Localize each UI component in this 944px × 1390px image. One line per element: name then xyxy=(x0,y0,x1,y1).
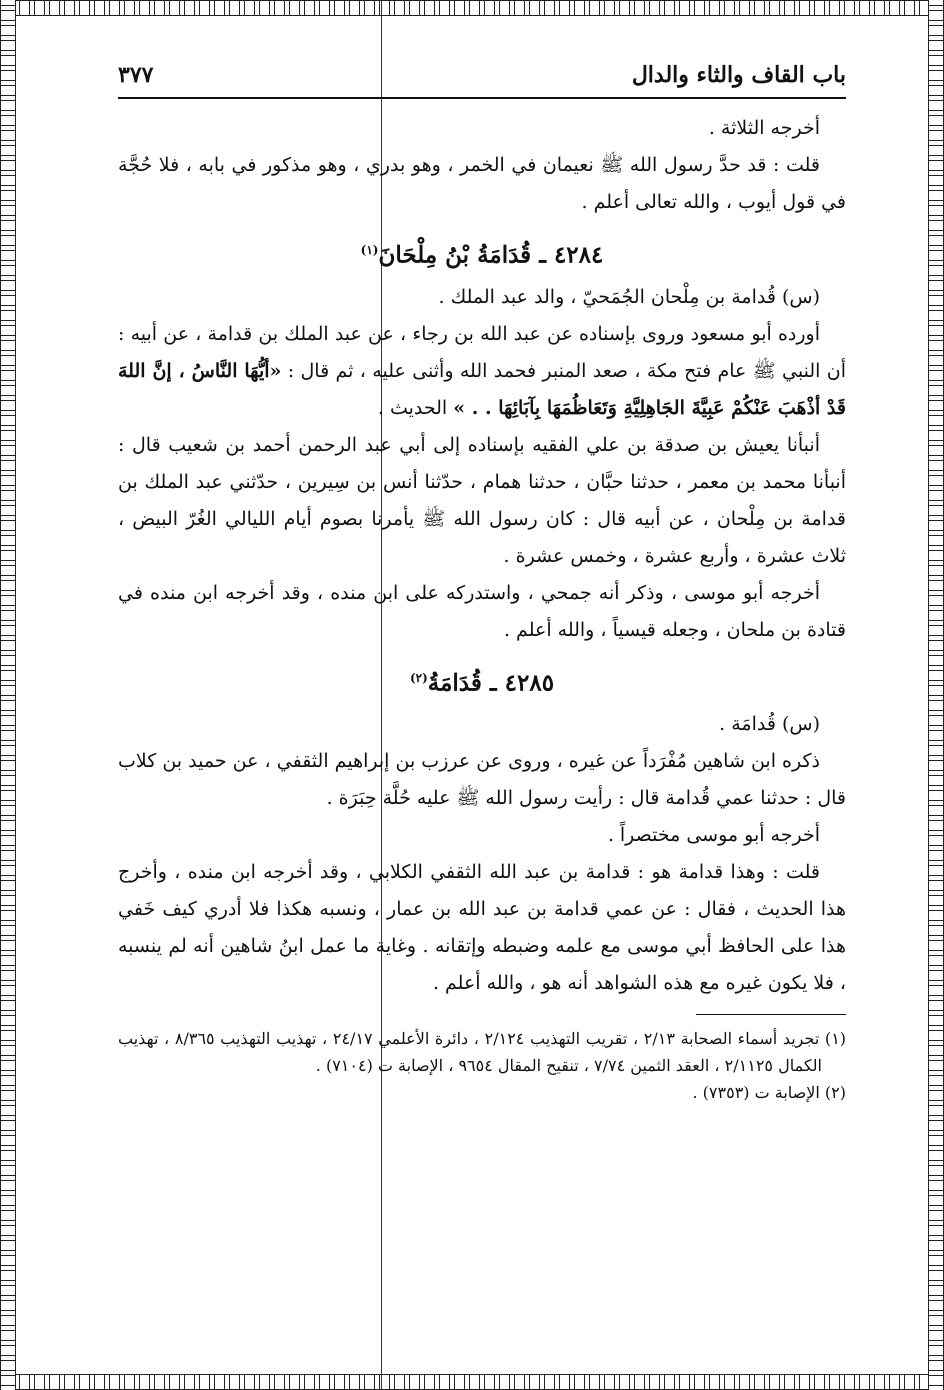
chapter-title: باب القاف والثاء والدال xyxy=(631,62,846,88)
paragraph: أخرجه الثلاثة . xyxy=(708,117,820,139)
paragraph: (س) قُدامة بن مِلْحان الجُمَحيّ ، والد عبد الملك . xyxy=(438,285,820,308)
page-body xyxy=(118,110,846,1106)
paragraph: أخرجه أبو موسى ، وذكر أنه جمحي ، واستدركه على ابن منده ، وقد أخرجه ابن منده في قتادة بن ملحان ، وجعله قيسياً ، والله أعلم . xyxy=(118,581,846,641)
right-ornamental-border xyxy=(928,0,944,1390)
footnote: (١) تجريد أسماء الصحابة ٢/١٣ ، تقريب التهذيب ٢/١٢٤ ، دائرة الأعلمي ٢٤/١٧ ، تهذيب التهذيب ٨/٣٦٥ ، تهذيب الكمال ٢/١١٢٥ ، العقد الثمين ٧/٧٤ ، تنقيح المقال ٩٦٥٤ ، الإصابة ت (٧١٠٤) . xyxy=(118,1029,847,1076)
paragraph xyxy=(118,316,846,427)
footnote-rule xyxy=(696,1014,846,1015)
paragraph: قلت : وهذا قدامة هو : قدامة بن عبد الله الثقفي الكلابي ، وقد أخرجه ابن منده ، وأخرج هذا الحديث ، فقال : عن عمي قدامة بن عبد الله بن عمار ، ونسبه هكذا فلا أدري كيف خَفي هذا على الحافظ أبي موسى مع علمه وضبطه وإتقانه . وغاية ما عمل ابنُ شاهين أنه لم ينسبه ، فلا يكون غيره مع هذه الشواهد أنه هو ، والله أعلم . xyxy=(118,861,846,995)
hadith-quote: «أيُّهَا النَّاسُ ، إنَّ اللهَ قَدْ أذْهَبَ عَنْكُمْ عَبِيَّةَ الجَاهِلِيَّةِ وَتَعَاظُمَهَا بِآبَائِهَا . . » xyxy=(118,359,846,419)
top-ornamental-border xyxy=(0,0,944,16)
entry-heading-4284 xyxy=(118,233,846,273)
page-header xyxy=(118,62,846,92)
footnote: (٢) الإصابة ت (٧٣٥٣) . xyxy=(692,1083,846,1103)
entry-heading-text: ٤٢٨٤ ـ قُدَامَةُ بْنُ مِلْحَانَ xyxy=(378,241,604,269)
left-ornamental-border xyxy=(0,0,16,1390)
footnote-marker: (١) xyxy=(360,243,379,257)
bottom-ornamental-border xyxy=(0,1374,944,1390)
text-run: أورده أبو مسعود وروى بإسناده عن عبد الله بن رجاء ، عن عبد الملك بن قدامة ، عن أبيه : أن النبي ﷺ عام فتح مكة ، صعد المنبر فحمد الله وأثنى عليه ، ثم قال : xyxy=(118,322,846,382)
paragraph: قلت : قد حدَّ رسول الله ﷺ نعيمان في الخمر ، وهو بدري ، وهو مذكور في بابه ، فلا حُجَّة في قول أيوب ، والله تعالى أعلم . xyxy=(118,154,846,213)
header-rule xyxy=(118,97,846,99)
page-number: ٣٧٧ xyxy=(118,62,154,88)
footnote-marker: (٢) xyxy=(409,670,428,685)
paragraph: (س) قُدامَة . xyxy=(719,713,820,736)
paragraph: ذكره ابن شاهين مُفْرَداً عن غيره ، وروى عن عرزب بن إبراهيم الثقفي ، عن حميد بن كلاب قال : حدثنا عمي قُدامة قال : رأيت رسول الله ﷺ عليه حُلَّة حِبَرَة . xyxy=(118,750,846,810)
paragraph: أخرجه أبو موسى مختصراً . xyxy=(607,824,820,847)
paragraph: أنبأنا يعيش بن صدقة بن علي الفقيه بإسناده إلى أبي عبد الرحمن أحمد بن شعيب قال : أنبأنا محمد بن معمر ، حدثنا حبَّان ، حدثنا همام ، حدّثنا أنس بن سِيرين ، حدّثني عبد الملك بن قدامة بن مِلْحان ، عن أبيه قال : كان رسول الله ﷺ يأمرنا بصوم أيام الليالي الغُرّ البيض ، ثلاث عشرة ، وأربع عشرة ، وخمس عشرة . xyxy=(118,433,846,567)
entry-heading-4285 xyxy=(118,661,846,701)
text-run: الحديث . xyxy=(377,396,448,419)
entry-heading-text: ٤٢٨٥ ـ قُدَامَةُ xyxy=(427,669,555,697)
